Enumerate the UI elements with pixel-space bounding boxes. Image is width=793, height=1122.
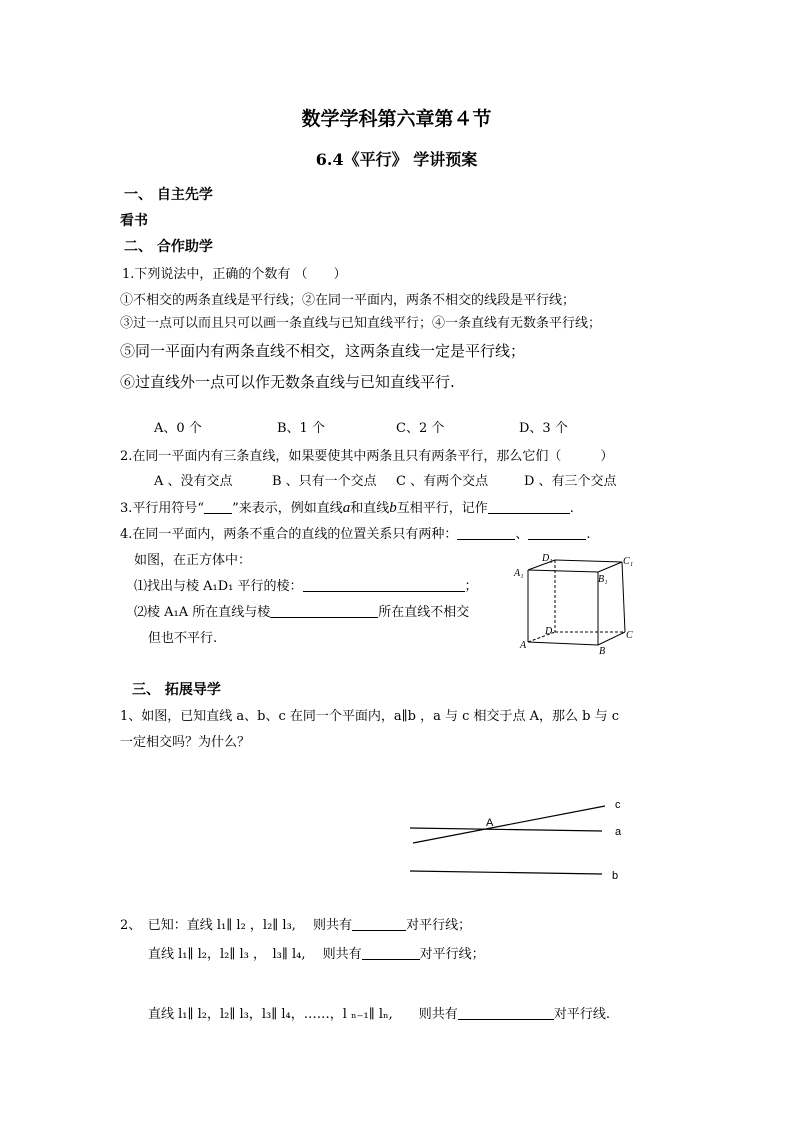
- question-1-option-b: B、1 个: [277, 421, 325, 436]
- exercise-2-line-2-text: 直线 l₁∥ l₂，l₂∥ l₃ ， l₃∥ l₄, 则共有: [148, 947, 362, 962]
- question-4-stem: [120, 523, 591, 542]
- exercise-2-line-3: [148, 1003, 610, 1022]
- question-4-item-2-blank[interactable]: [270, 605, 378, 618]
- point-a-label: A: [486, 817, 494, 829]
- question-4-intro: 如图，在正方体中：: [134, 553, 252, 568]
- question-3-var-b: b: [389, 500, 397, 516]
- cube-label-b1: B₁: [598, 574, 608, 585]
- cube-edge-ab: [528, 642, 598, 645]
- question-3: [120, 497, 574, 517]
- exercise-2-line-1: [120, 914, 471, 933]
- exercise-2-line-2: [148, 943, 485, 962]
- line-c: [413, 806, 605, 843]
- question-4-blank-2[interactable]: [528, 527, 586, 540]
- section-1-sub: 看书: [120, 213, 148, 229]
- cube-label-a: A: [520, 640, 527, 651]
- page-title: 数学学科第六章第４节: [301, 108, 492, 130]
- cube-edge-a1b1: [528, 570, 598, 572]
- question-3-text-3: 和直线: [350, 501, 390, 516]
- question-1-stem: 1.下列说法中，正确的个数有 （ ）: [122, 267, 347, 282]
- exercise-2-line-3-text: 直线 l₁∥ l₂，l₂∥ l₃，l₃∥ l₄，……，l ₙ₋₁∥ lₙ, 则共有: [148, 1007, 458, 1022]
- question-4-item-1-text: ⑴找出与棱 A₁D₁ 平行的棱：: [134, 579, 303, 594]
- question-1-statement-4: ⑥过直线外一点可以作无数条直线与已知直线平行.: [120, 373, 455, 391]
- question-2-option-c: C 、有两个交点: [396, 474, 489, 489]
- cube-label-a1: A₁: [514, 568, 524, 579]
- question-4-sep: 、: [515, 527, 529, 542]
- question-1-option-d: D、3 个: [519, 421, 568, 436]
- section-1-heading: 一、 自主先学: [124, 187, 213, 203]
- exercise-2-blank-1[interactable]: [352, 918, 406, 931]
- exercise-2-line-3-end: 对平行线.: [553, 1007, 610, 1022]
- question-1-statement-2: ③过一点可以而且只可以画一条直线与已知直线平行；④一条直线有无数条平行线；: [120, 316, 602, 331]
- question-1-statement-3: ⑤同一平面内有两条直线不相交，这两条直线一定是平行线；: [120, 342, 526, 360]
- cube-edge-bc: [598, 632, 625, 645]
- question-1-option-a: A、0 个: [154, 421, 202, 436]
- cube-edge-d1c1: [555, 560, 622, 562]
- cube-figure: [510, 550, 645, 655]
- cube-edge-b1c1: [598, 562, 622, 572]
- section-2-heading: 二、 合作助学: [124, 239, 213, 255]
- question-1-option-c: C、2 个: [396, 421, 445, 436]
- question-4-end: .: [586, 527, 591, 542]
- question-1-statement-1: ①不相交的两条直线是平行线；②在同一平面内，两条不相交的线段是平行线；: [120, 293, 576, 308]
- question-3-text-1: 3.平行用符号“: [120, 501, 205, 516]
- exercise-2-line-1-text: 2、 已知：直线 l₁∥ l₂ ，l₂∥ l₃, 则共有: [120, 918, 353, 933]
- question-2-option-a: A 、没有交点: [154, 474, 233, 489]
- question-3-text-4: 互相平行，记作: [396, 501, 488, 516]
- question-3-var-a: a: [342, 500, 351, 516]
- lines-figure: [400, 790, 640, 890]
- page-subtitle: 6.4《平行》 学讲预案: [315, 150, 478, 169]
- question-3-blank-notation[interactable]: [488, 501, 570, 514]
- section-3-heading: 三、 拓展导学: [132, 682, 221, 698]
- question-3-blank-symbol[interactable]: [204, 501, 232, 514]
- question-4-item-2-cont: 但也不平行.: [148, 631, 218, 646]
- exercise-2-blank-3[interactable]: [458, 1007, 554, 1020]
- cube-label-c1: C₁: [623, 556, 634, 567]
- cube-edge-c1c: [622, 562, 625, 632]
- question-4-item-2-text-b: 所在直线不相交: [378, 605, 470, 620]
- line-a: [410, 828, 602, 831]
- cube-label-d1: D₁: [542, 553, 553, 564]
- question-4-item-2: [134, 601, 469, 620]
- line-b-label: b: [612, 870, 619, 882]
- exercise-2-blank-2[interactable]: [362, 947, 420, 960]
- exercise-2-line-2-end: 对平行线；: [419, 947, 485, 962]
- question-3-text-5: .: [569, 501, 574, 516]
- question-4-item-1-end: ；: [464, 579, 478, 594]
- question-2-stem: 2.在同一平面内有三条直线，如果要使其中两条且只有两条平行，那么它们（ ）: [120, 449, 614, 464]
- question-4-item-2-text-a: ⑵棱 A₁A 所在直线与棱: [134, 605, 271, 620]
- question-4-item-1-blank[interactable]: [303, 579, 465, 592]
- cube-label-c: C: [626, 630, 633, 641]
- line-c-label: c: [615, 799, 621, 811]
- cube-label-b: B: [599, 646, 606, 655]
- line-a-label: a: [615, 826, 622, 838]
- exercise-1-line-2: 一定相交吗？为什么？: [120, 735, 251, 750]
- question-2-option-b: B 、只有一个交点: [272, 474, 377, 489]
- question-4-item-1: [134, 575, 478, 594]
- cube-label-d: D: [545, 626, 553, 637]
- question-2-option-d: D 、有三个交点: [524, 474, 617, 489]
- exercise-2-line-1-end: 对平行线；: [406, 918, 472, 933]
- question-3-text-2: ”来表示，例如直线: [232, 501, 343, 516]
- question-4-blank-1[interactable]: [457, 527, 515, 540]
- question-4-stem-text: 4.在同一平面内，两条不重合的直线的位置关系只有两种：: [120, 527, 458, 542]
- exercise-1-line-1: 1、如图，已知直线 a、b、c 在同一个平面内，a∥b ，a 与 c 相交于点 A，那么 b 与 c: [120, 709, 620, 724]
- line-b: [410, 871, 602, 874]
